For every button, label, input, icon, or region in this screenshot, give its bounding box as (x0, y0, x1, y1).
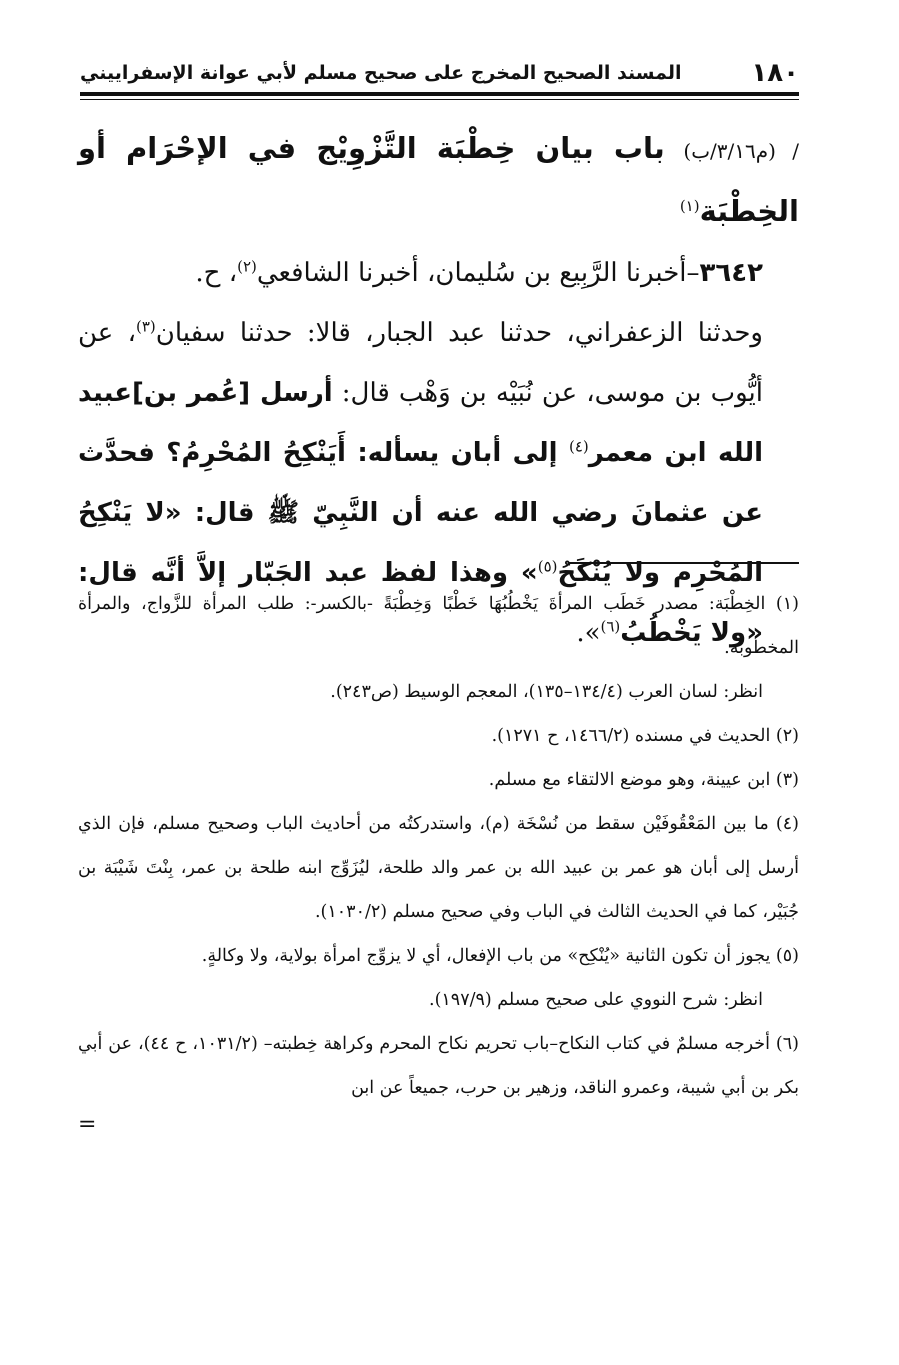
footnote-marker: (٦) (600, 617, 621, 636)
hadith-number: ٣٦٤٢ (699, 258, 763, 288)
quote-close: » (520, 558, 538, 588)
footnote-3: (٣) ابن عيينة، وهو موضع الالتقاء مع مسلم. (488, 770, 799, 790)
prophetic-quote: «لا يَنْكِحُ المُحْرِم ولا يُنْكَحُ (78, 498, 764, 588)
footnote-5-reference: انظر: شرح النووي على صحيح مسلم (١٩٧/٩). (429, 990, 763, 1010)
hadith-text: وحدثنا الزعفراني، حدثنا عبد الجبار، قالا: حدثنا سفيان (155, 318, 763, 348)
quote-close: ». (576, 618, 601, 648)
header-rule-thick (80, 92, 799, 96)
footnote-marker: (٥) (537, 557, 558, 576)
chapter-heading: باب بيان خِطْبَة التَّزْوِيْج في الإحْرَام أو الخِطْبَة (78, 131, 799, 228)
hadith-text: –أخبرنا الرَّبِيع بن سُليمان، أخبرنا الشافعي (256, 258, 700, 288)
page-number: ١٨٠ (751, 58, 799, 88)
hadith-bold-text: وهذا لفظ عبد الجَبّار إلاَّ أنَّه قال: (78, 558, 521, 588)
hadith-bold-text: إلى أبان يسأله: أَيَنْكِحُ المُحْرِمُ؟ فحدَّث عن عثمانَ رضي الله عنه أن النَّبِيّ ﷺ قال: (78, 438, 763, 528)
footnote-marker: (٤) (568, 437, 589, 456)
footnote-1-reference: انظر: لسان العرب (١٣٤/٤–١٣٥)، المعجم الوسيط (ص٢٤٣). (330, 682, 763, 702)
footnote-marker: (١) (679, 197, 700, 215)
footnote-marker: (٣) (136, 317, 156, 336)
hadith-text: ، ح. (195, 258, 238, 288)
page-header (80, 55, 799, 91)
footnote-marker: (٢) (237, 257, 257, 276)
manuscript-reference: / (م٣/١٦/ب) (683, 139, 799, 163)
footnote-1: (١) الخِطْبَة: مصدر خَطَب المرأةَ يَخْطُبُهَا خَطْبًا وَخِطْبَةً -بالكسر-: طلب المرأة للزَّواج، والمرأة المخطوبة. (78, 594, 799, 658)
hadith-text: ، عن أيُّوب بن موسى، عن نُبَيْه بن وَهْب قال: (78, 318, 763, 408)
chapter-title (78, 118, 799, 243)
running-title: المسند الصحيح المخرج على صحيح مسلم لأبي عوانة الإسفراييني (80, 62, 682, 84)
hadith-paragraph-1 (78, 243, 799, 303)
footnote-2: (٢) الحديث في مسنده (١٤٦٦/٢، ح ١٢٧١). (491, 726, 799, 746)
footnote-5: (٥) يجوز أن تكون الثانية «يُنْكِح» من باب الإفعال، أي لا يزوِّج امرأة بولاية، ولا وكالةٍ. (201, 946, 799, 966)
footnote-6: (٦) أخرجه مسلمٌ في كتاب النكاح–باب تحريم نكاح المحرم وكراهة خِطبته– (١٠٣١/٢، ح ٤٤)، عن أبي بكر بن أبي شيبة، وعمرو الناقد، وزهير بن حرب، جميعاً عن ابن (78, 1034, 799, 1098)
header-rule-thin (80, 99, 799, 100)
footnotes (78, 582, 799, 1140)
footnote-4: (٤) ما بين المَعْقُوفَيْن سقط من نُسْخَة (م)، واستدركتُه من أحاديث الباب وصحيح مسلم، فإن الذي أرسل إلى أبان هو عمر بن عبيد الله بن عمر والد طلحة، ليُزَوِّج ابنه طلحة بن عمر، بِنْتَ شَيْبَة بن جُبَيْر، كما في الحديث الثالث في الباب وفي صحيح مسلم (١٠٣٠/٢). (78, 814, 799, 922)
continuation-mark: = (78, 1112, 97, 1137)
hadith-bold-text: أرسل [عُمر بن]عبيد الله ابن معمر (78, 378, 763, 468)
prophetic-quote: «ولا يَخْطُبُ (620, 618, 763, 648)
footnote-separator (569, 562, 799, 564)
